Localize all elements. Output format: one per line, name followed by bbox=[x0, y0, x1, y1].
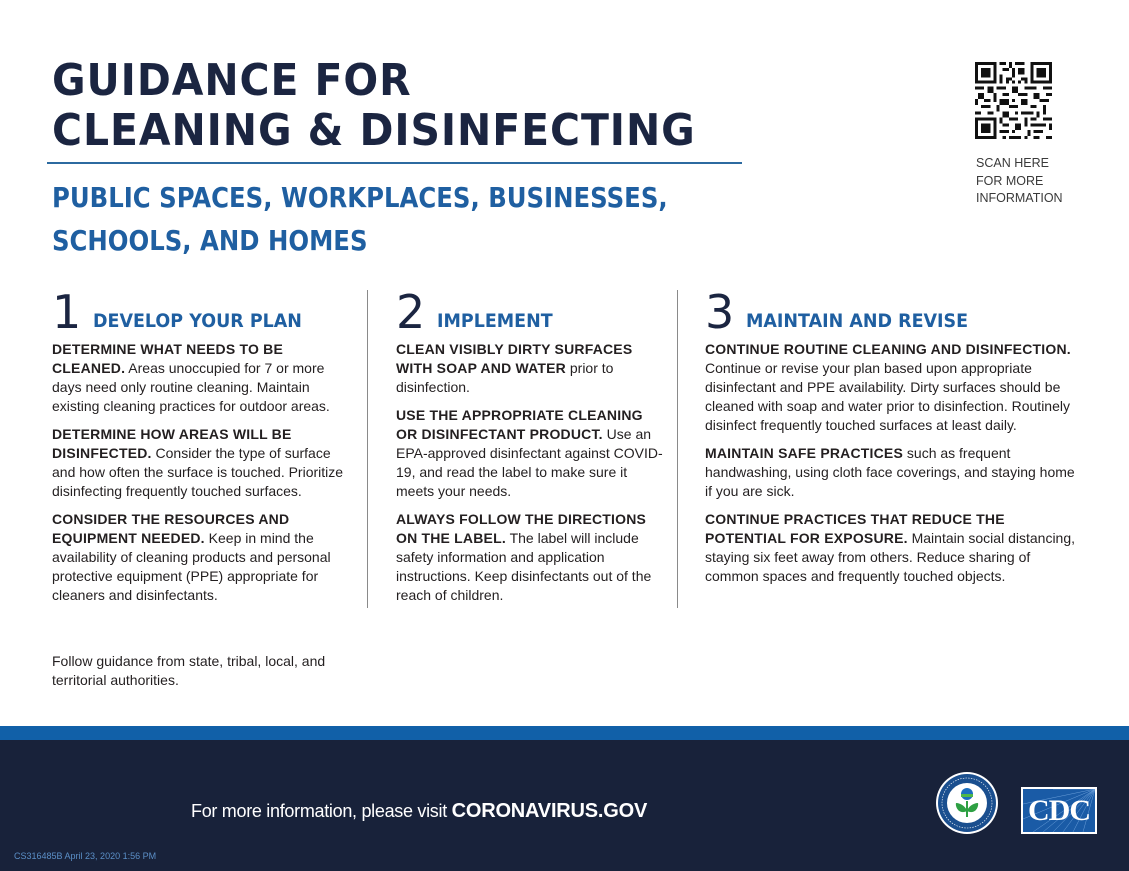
step-item bbox=[52, 340, 357, 416]
more-info-text bbox=[191, 800, 647, 822]
step-item-heading: USE THE APPROPRIATE CLEANING OR DISINFECTANT PRODUCT. bbox=[396, 407, 643, 442]
step-item bbox=[52, 425, 357, 501]
step-item bbox=[52, 510, 357, 605]
step-item-text: such as frequent handwashing, using cloth face coverings, and staying home if you are sick. bbox=[705, 445, 1075, 499]
more-info-prefix: For more information, please visit bbox=[191, 801, 452, 821]
page-title bbox=[52, 56, 696, 156]
step-item bbox=[396, 406, 666, 501]
step-item-heading: DETERMINE WHAT NEEDS TO BE CLEANED. bbox=[52, 341, 284, 376]
page-subtitle bbox=[52, 176, 668, 262]
qr-caption-line-1: SCAN HERE bbox=[976, 156, 1049, 170]
step-item bbox=[396, 340, 666, 397]
step-header bbox=[705, 285, 1085, 339]
document-id: CS316485B April 23, 2020 1:56 PM bbox=[14, 851, 157, 861]
step-header bbox=[396, 285, 666, 339]
step-item-heading: CONSIDER THE RESOURCES AND EQUIPMENT NEEDED. bbox=[52, 511, 290, 546]
step-item-text: The label will include safety information and application instructions. Keep disinfectants out of the reach of children. bbox=[396, 530, 652, 603]
step-header bbox=[52, 285, 357, 339]
step-item-text: Use an EPA-approved disinfectant against COVID-19, and read the label to make sure it meets your needs. bbox=[396, 426, 663, 499]
step-maintain-revise bbox=[705, 285, 1085, 595]
subtitle-line-1: PUBLIC SPACES, WORKPLACES, BUSINESSES, bbox=[52, 181, 668, 214]
step-item bbox=[705, 340, 1085, 435]
coronavirus-gov-link[interactable]: CORONAVIRUS.GOV bbox=[451, 800, 648, 822]
step-number: 1 bbox=[52, 285, 82, 339]
epa-seal-icon bbox=[935, 771, 999, 835]
qr-caption-line-2: FOR MORE bbox=[976, 173, 1044, 188]
qr-caption-line-3: INFORMATION bbox=[976, 191, 1063, 205]
step-item-text: Continue or revise your plan based upon appropriate disinfectant and PPE availability. Dirty surfaces should be cleaned with soap and water prior to disinfection. Routinely disinfect frequently touched surfaces at least daily. bbox=[705, 360, 1070, 433]
step-item-text: Consider the type of surface and how often the surface is touched. Prioritize disinfecting frequently touched surfaces. bbox=[52, 445, 344, 499]
step-item bbox=[705, 510, 1085, 586]
title-line-2: CLEANING & DISINFECTING bbox=[52, 105, 696, 156]
step-item-heading: CONTINUE ROUTINE CLEANING AND DISINFECTION. bbox=[705, 341, 1071, 357]
title-line-1: GUIDANCE FOR bbox=[52, 55, 412, 106]
column-divider bbox=[677, 290, 678, 608]
title-divider bbox=[47, 162, 742, 164]
step-item bbox=[705, 444, 1085, 501]
step-item-heading: CONTINUE PRACTICES THAT REDUCE THE POTENTIAL FOR EXPOSURE. bbox=[705, 511, 1005, 546]
qr-code-icon[interactable] bbox=[975, 62, 1052, 139]
step-develop-plan bbox=[52, 285, 357, 614]
step-item-heading: ALWAYS FOLLOW THE DIRECTIONS ON THE LABEL. bbox=[396, 511, 647, 546]
cdc-logo-text: CDC bbox=[1028, 793, 1090, 827]
step-item-text: prior to disinfection. bbox=[396, 360, 614, 395]
step-item-heading: DETERMINE HOW AREAS WILL BE DISINFECTED. bbox=[52, 426, 292, 461]
column-divider bbox=[367, 290, 368, 608]
step-number: 3 bbox=[705, 285, 735, 339]
cdc-logo-background bbox=[1023, 789, 1095, 832]
step-title: IMPLEMENT bbox=[437, 310, 553, 332]
step-item-text: Keep in mind the availability of cleaning products and personal protective equipment (PPE) appropriate for cleaners and disinfectants. bbox=[52, 530, 331, 603]
subtitle-line-2: SCHOOLS, AND HOMES bbox=[52, 224, 368, 257]
footer-stripe bbox=[0, 726, 1129, 740]
step-implement bbox=[396, 285, 666, 614]
cdc-logo bbox=[1021, 787, 1097, 834]
step-title: MAINTAIN AND REVISE bbox=[746, 310, 969, 332]
qr-caption bbox=[976, 155, 1063, 208]
step-item bbox=[396, 510, 666, 605]
step-item-text: Maintain social distancing, staying six feet away from others. Reduce sharing of common spaces and frequently touched objects. bbox=[705, 530, 1076, 584]
step-number: 2 bbox=[396, 285, 426, 339]
follow-guidance-note: Follow guidance from state, tribal, local, and territorial authorities. bbox=[52, 653, 326, 688]
step-title: DEVELOP YOUR PLAN bbox=[93, 310, 303, 332]
step-item-text: Areas unoccupied for 7 or more days need only routine cleaning. Maintain existing cleaning practices for outdoor areas. bbox=[52, 360, 330, 414]
step-item-heading: MAINTAIN SAFE PRACTICES bbox=[705, 445, 904, 461]
step-item-heading: CLEAN VISIBLY DIRTY SURFACES WITH SOAP AND WATER bbox=[396, 341, 633, 376]
